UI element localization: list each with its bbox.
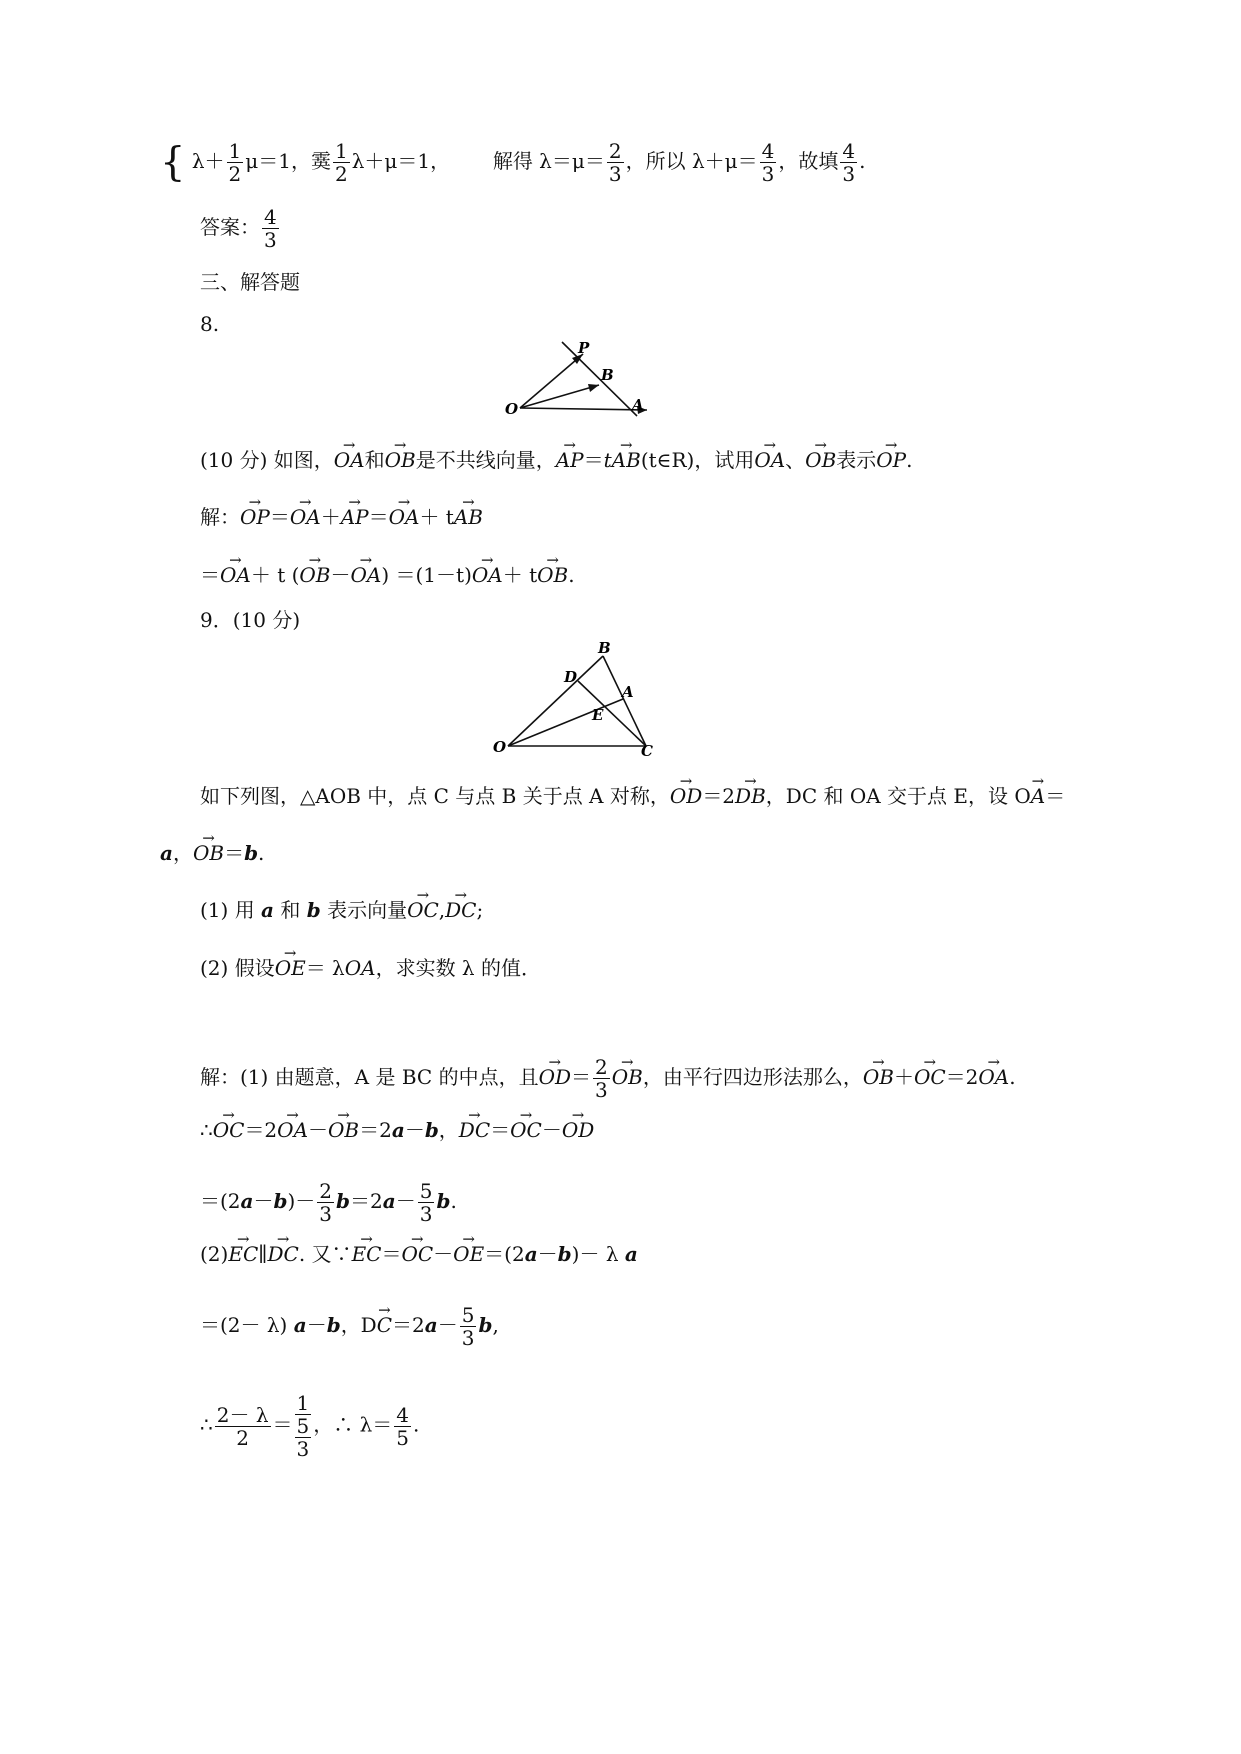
q8-solution-line-2: ＝→ OA＋ t (→ OB－→ OA) ＝(1－t)→ OA＋ t→ OB. — [200, 563, 575, 587]
fraction-half: $\frac{1}{2}$ — [334, 139, 348, 186]
q9-solution-line-1: 解：(1) 由题意，A 是 BC 的中点，且→ OD＝ $\frac{2}{3}$ → OB，由平行四边形法那么，→ OB＋→ OC＝2→ OA. — [200, 1056, 1016, 1101]
q9-solution-line-6: ∴ $\frac{2- \lambda}{2}$ ＝ 1 5 3 ，∴ λ＝ $\frac{4}{5}$ . — [200, 1391, 420, 1461]
fraction-half: $\frac{1}{2}$ — [228, 139, 242, 186]
point-label-B: B — [601, 366, 614, 384]
q8-prompt: (10 分) 如图，→ OA和→ OB是不共线向量，→ AP＝t→ AB(t∈R)，试用→ OA、→ OB表示→ OP. — [200, 448, 912, 472]
q8-number: 8. — [200, 312, 220, 336]
point-label-O: O — [493, 738, 507, 756]
point-label-A: A — [632, 396, 644, 414]
q9-intro-line-2: a，→ OB＝b. — [160, 841, 264, 865]
q8-solution-line-1: 解：→ OP＝→ OA＋→ AP＝→ OA＋ t→ AB — [200, 505, 483, 529]
q9-solution-line-3: ＝(2a－b)－ $\frac{2}{3}$ b＝2a－ $\frac{5}{3}$ b. — [200, 1179, 457, 1226]
point-label-B: B — [598, 640, 611, 657]
point-label-D: D — [564, 668, 578, 686]
point-label-C: C — [641, 742, 653, 760]
answer-line: 答案： $\frac{4}{3}$ — [200, 205, 277, 252]
section-title: 三、解答题 — [200, 270, 300, 294]
q9-diagram — [488, 640, 668, 760]
fraction-four-thirds: $\frac{4}{3}$ — [761, 139, 775, 186]
fraction-four-thirds: $\frac{4}{3}$ — [842, 139, 856, 186]
point-label-E: E — [592, 706, 604, 724]
q9-solution-line-4: (2)→ EC∥→ DC. 又∵→ EC＝→ OC－→ OE＝(2a－b)－ λ a — [200, 1242, 638, 1266]
q9-part-2: (2) 假设→ OE＝ λOA，求实数 λ 的值． — [200, 956, 541, 980]
point-label-P: P — [578, 340, 590, 357]
fraction-two-thirds: $\frac{2}{3}$ — [608, 139, 622, 186]
header-equation-line: { λ＋ $\frac{1}{2}$ μ＝1，霙 $\frac{1}{2}$ λ＋μ＝1， 解得 λ＝μ＝ $\frac{2}{3}$ ，所以 λ＋μ＝ $\frac{4}{3}$ ，故填 $\frac{4}{3}$ . — [160, 139, 866, 186]
q9-solution-line-5: ＝(2－ λ) a－b，D→ C＝2a－ $\frac{5}{3}$ b, — [200, 1304, 499, 1349]
q9-number: 9．(10 分) — [200, 608, 301, 632]
q9-intro-line-1: 如下列图，△AOB 中，点 C 与点 B 关于点 A 对称，→ OD＝2→ DB，DC 和 OA 交于点 E，设 O→ A＝ — [200, 784, 1065, 808]
answer-fraction: $\frac{4}{3}$ — [264, 205, 277, 252]
q9-solution-line-2: ∴→ OC＝2→ OA－→ OB＝2a－b，→ DC＝→ OC－→ OD — [200, 1118, 594, 1142]
q8-diagram — [500, 340, 660, 420]
point-label-A: A — [622, 683, 634, 701]
point-label-O: O — [505, 400, 519, 418]
q9-part-1: (1) 用 a 和 b 表示向量→ OC,→ DC; — [200, 898, 483, 922]
brace: { — [160, 139, 186, 186]
